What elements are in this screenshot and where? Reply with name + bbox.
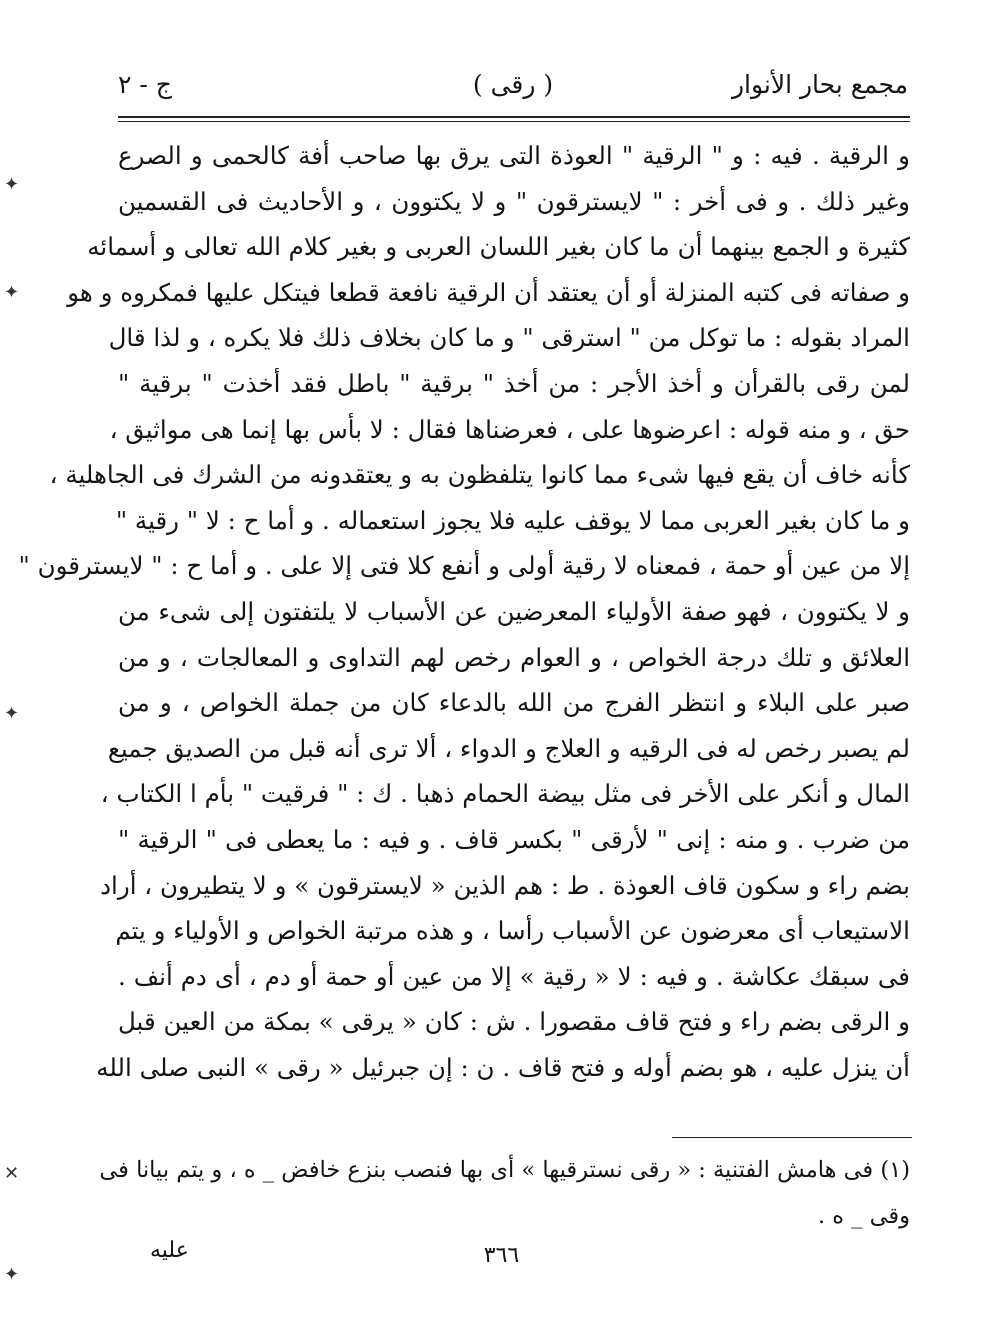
margin-star-mark: ✦: [4, 703, 20, 724]
text-line: لمن رقى بالقرأن و أخذ الأجر : من أخذ " برقية " باطل فقد أخذت " برقية ": [118, 368, 910, 398]
text-line: و لا يكتوون ، فهو صفة الأولياء المعرضين عن الأسباب لا يلتفتون إلى شىء من: [118, 596, 910, 626]
footnote-line: وقى _ ه .: [817, 1203, 910, 1229]
text-line: وغير ذلك . و فى أخر : " لايسترقون " و لا يكتوون ، و الأحاديث فى القسمين: [118, 186, 910, 216]
margin-star-mark: ✦: [4, 174, 20, 195]
text-line: بضم راء و سكون قاف العوذة . ط : هم الذين « لايسترقون » و لا يتطيرون ، أراد: [100, 870, 910, 900]
margin-star-mark: ✦: [4, 1264, 20, 1285]
text-line: لم يصبر رخص له فى الرقيه و العلاج و الدواء ، ألا ترى أنه قبل من الصديق جميع: [107, 733, 910, 763]
text-line: و الرقى بضم راء و فتح قاف مقصورا . ش : كان « يرقى » بمكة من العين قبل: [118, 1007, 910, 1037]
page-number: ٣٦٦: [483, 1243, 520, 1268]
text-line: و صفاته فى كتبه المنزلة أو أن يعتقد أن الرقية نافعة قطعا فيتكل عليها فمكروه و هو: [67, 277, 910, 307]
text-line: فى سبقك عكاشة . و فيه : لا « رقية » إلا من عين أو حمة أو دم ، أى دم أنف .: [118, 961, 910, 991]
text-line: العلائق و تلك درجة الخواص ، و العوام رخص لهم التداوى و المعالجات ، و من: [118, 642, 910, 672]
page-header: [118, 60, 908, 110]
text-line: أن ينزل عليه ، هو بضم أوله و فتح قاف . ن : إن جبرئيل « رقى » النبى صلى الله: [96, 1052, 910, 1082]
text-line: كثيرة و الجمع بينهما أن ما كان بغير اللسان العربى و بغير كلام الله تعالى و أسمائه: [87, 232, 910, 262]
margin-cross-mark: ✕: [4, 1163, 20, 1184]
footnote-block: [99, 1147, 910, 1239]
entry-root-word: ( رقى ): [472, 70, 554, 99]
text-line: كأنه خاف أن يقع فيها شىء مما كانوا يتلفظون به و يعتقدونه من الشرك فى الجاهلية ،: [49, 460, 910, 490]
text-line: حق ، و منه قوله : اعرضوها على ، فعرضناها فقال : لا بأس بها إنما هى مواثيق ،: [109, 414, 910, 444]
text-line: الاستيعاب أى معرضون عن الأسباب رأسا ، و هذه مرتبة الخواص و الأولياء و يتم: [115, 916, 910, 946]
footnote-line: (١) فى هامش الفتنية : « رقى نسترقيها » أى بها فنصب بنزع خافض _ ه ، و يتم بيانا فى: [99, 1157, 910, 1183]
text-line: المال و أنكر على الأخر فى مثل بيضة الحمام ذهبا . ك : " فرقيت " بأم ا الكتاب ،: [100, 779, 910, 809]
text-line: صبر على البلاء و انتظر الفرج من الله بالدعاء كان من جملة الخواص ، و من: [118, 688, 910, 718]
header-rule-thick: [118, 116, 910, 118]
header-rule-thin: [118, 121, 910, 122]
margin-star-mark: ✦: [4, 282, 20, 303]
text-line: و ما كان بغير العربى مما لا يوقف عليه فلا يجوز استعماله . و أما ح : لا " رقية ": [115, 505, 910, 535]
volume-number: ج - ٢: [118, 70, 172, 99]
footnote-rule: [672, 1137, 912, 1138]
catchword: عليه: [150, 1238, 189, 1263]
main-text: [18, 133, 910, 1090]
book-title: مجمع بحار الأنوار: [731, 70, 908, 99]
text-line: و الرقية . فيه : و " الرقية " العوذة التى يرق بها صاحب أفة كالحمى و الصرع: [118, 141, 910, 170]
text-line: المراد بقوله : ما توكل من " استرقى " و ما كان بخلاف ذلك فلا يكره ، و لذا قال: [108, 323, 910, 353]
text-line: إلا من عين أو حمة ، فمعناه لا رقية أولى و أنفع كلا فتى إلا على . و أما ح : " لايسترقون ": [18, 551, 910, 581]
text-line: من ضرب . و منه : إنى " لأرقى " بكسر قاف . و فيه : ما يعطى فى " الرقية ": [118, 824, 910, 854]
